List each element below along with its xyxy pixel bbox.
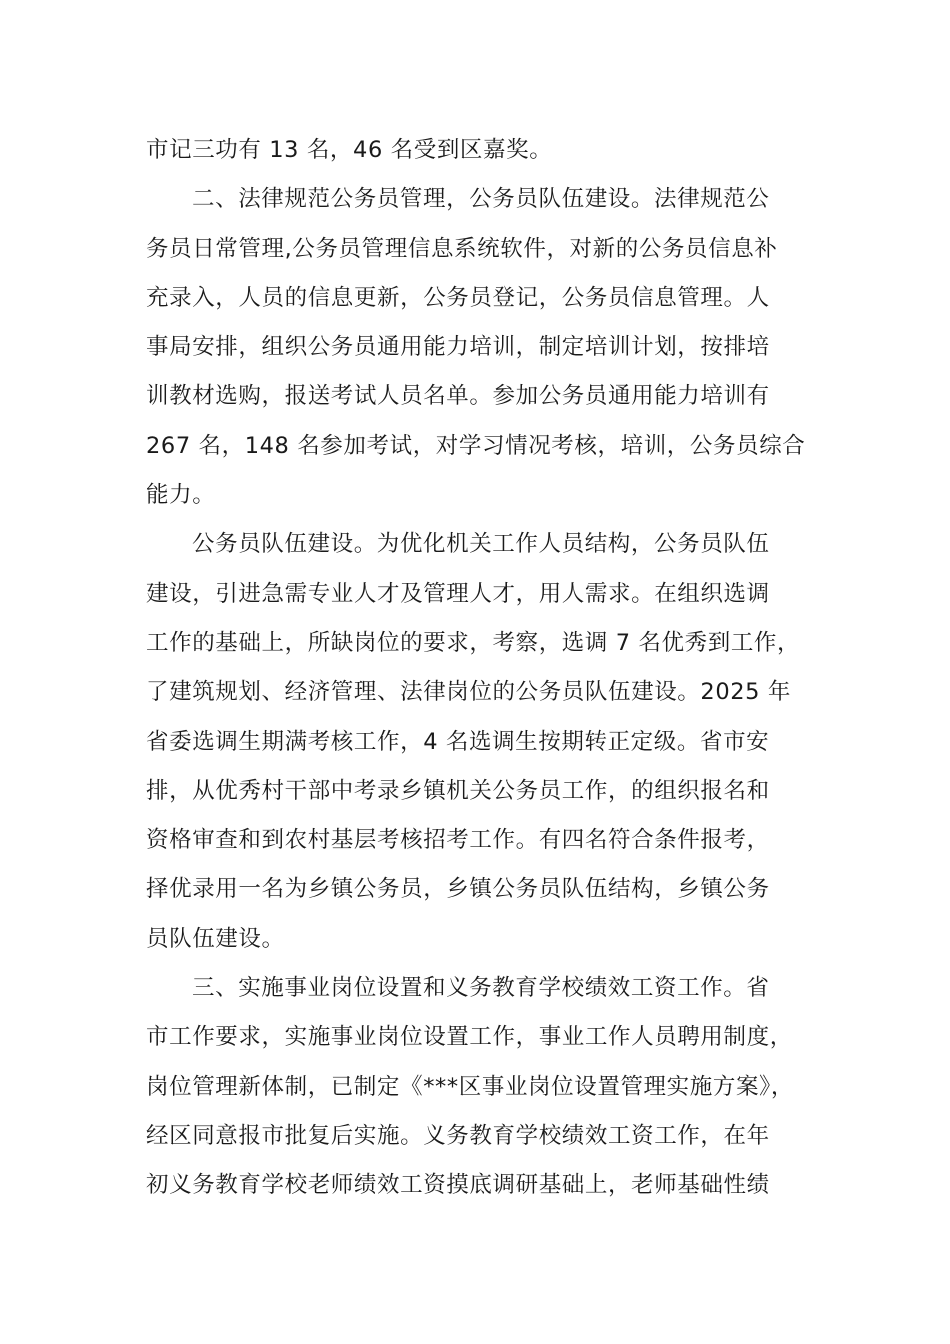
text-line: 事局安排，组织公务员通用能力培训，制定培训计划，按排培 <box>146 334 770 361</box>
text-line: 了建筑规划、经济管理、法律岗位的公务员队伍建设。2025 年 <box>146 679 791 706</box>
text-line: 工作的基础上，所缺岗位的要求，考察，选调 7 名优秀到工作， <box>146 629 801 656</box>
text-line: 充录入，人员的信息更新，公务员登记，公务员信息管理。人 <box>146 284 770 311</box>
text-line: 岗位管理新体制，已制定《***区事业岗位设置管理实施方案》， <box>146 1073 795 1100</box>
text-line: 市工作要求，实施事业岗位设置工作，事业工作人员聘用制度， <box>146 1024 793 1051</box>
paragraph-start-line: 二、法律规范公务员管理，公务员队伍建设。法律规范公 <box>192 186 770 213</box>
document-body <box>146 126 808 1211</box>
text-line: 市记三功有 13 名，46 名受到区嘉奖。 <box>146 137 553 163</box>
text-line: 排，从优秀村干部中考录乡镇机关公务员工作，的组织报名和 <box>146 777 770 804</box>
text-line: 经区同意报市批复后实施。义务教育学校绩效工资工作，在年 <box>146 1122 770 1149</box>
paragraph-start-line: 公务员队伍建设。为优化机关工作人员结构，公务员队伍 <box>192 531 770 558</box>
text-line: 建设，引进急需专业人才及管理人才，用人需求。在组织选调 <box>146 580 770 607</box>
text-line: 省委选调生期满考核工作，4 名选调生按期转正定级。省市安 <box>146 728 770 755</box>
text-line: 267 名，148 名参加考试，对学习情况考核，培训，公务员综合 <box>146 432 806 459</box>
paragraph-start-line: 三、实施事业岗位设置和义务教育学校绩效工资工作。省 <box>192 975 770 1002</box>
text-line: 择优录用一名为乡镇公务员，乡镇公务员队伍结构，乡镇公务 <box>146 876 770 903</box>
text-line: 初义务教育学校老师绩效工资摸底调研基础上，老师基础性绩 <box>146 1172 770 1199</box>
text-line: 资格审查和到农村基层考核招考工作。有四名符合条件报考， <box>146 827 770 854</box>
text-line: 员队伍建设。 <box>146 925 285 952</box>
text-line: 能力。 <box>146 482 216 509</box>
text-line: 务员日常管理,公务员管理信息系统软件，对新的公务员信息补 <box>146 235 778 262</box>
text-line: 训教材选购，报送考试人员名单。参加公务员通用能力培训有 <box>146 383 770 410</box>
